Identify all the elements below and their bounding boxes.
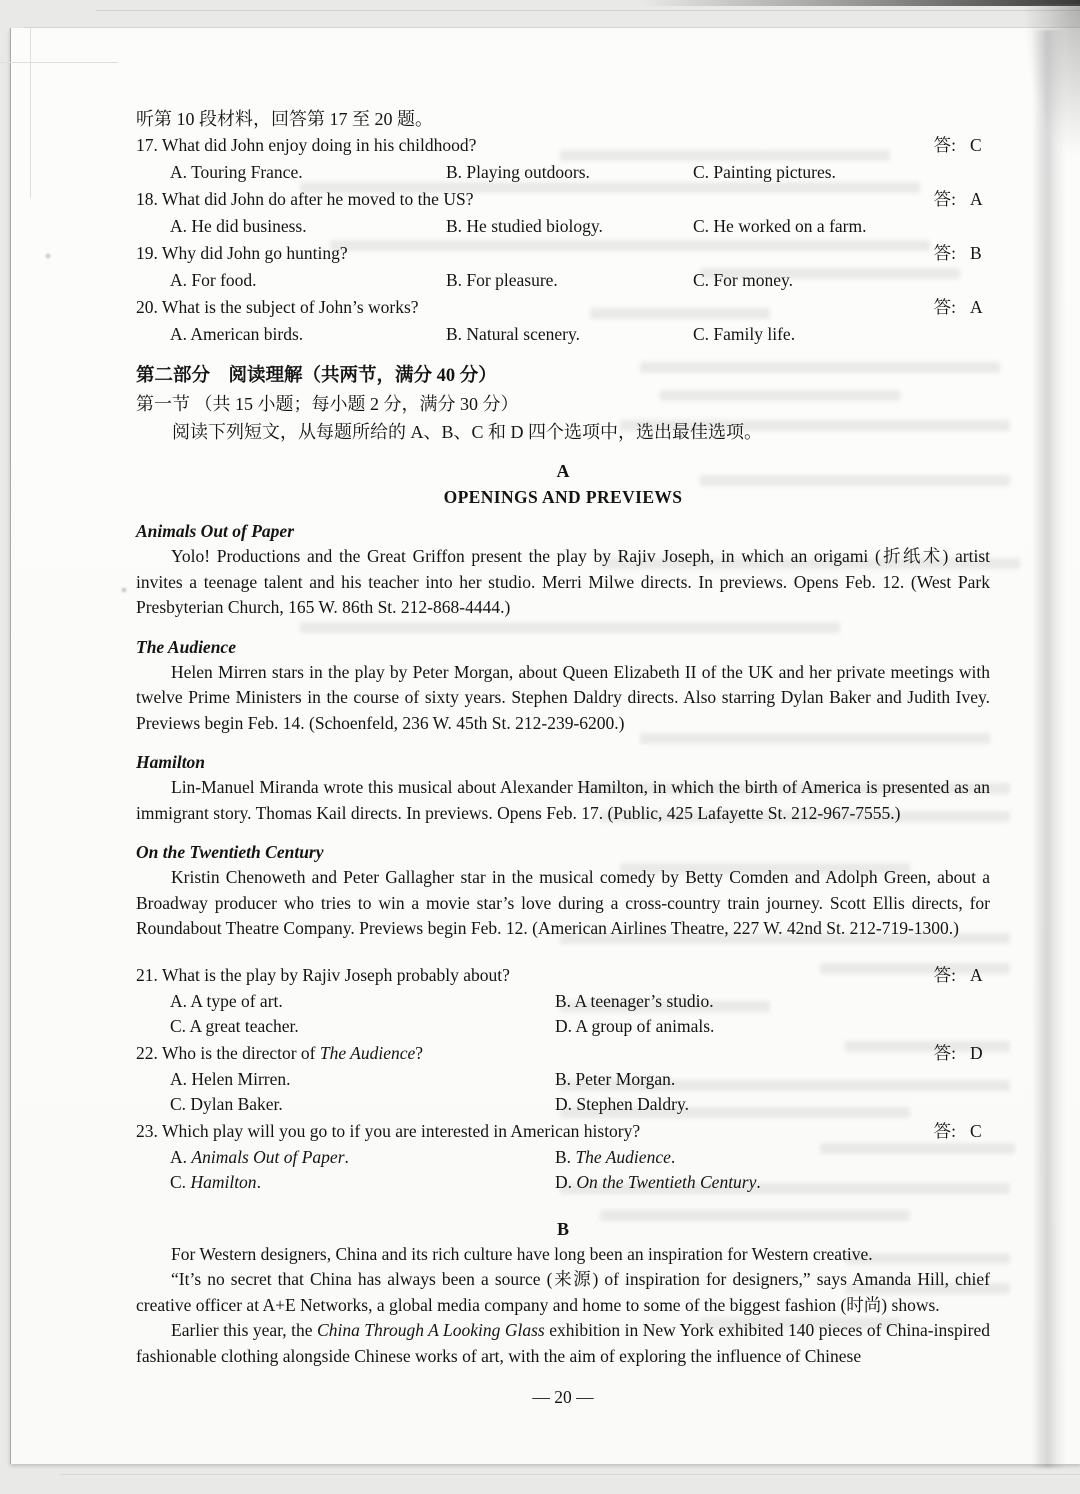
passage-a-title: OPENINGS AND PREVIEWS <box>443 487 683 507</box>
entry-title: Animals Out of Paper <box>136 521 295 541</box>
section1-heading: 第一节 （共 15 小题；每小题 2 分，满分 30 分） <box>136 394 519 414</box>
text-segment: C. <box>170 1172 191 1192</box>
text-segment: A. A type of art. <box>170 990 283 1011</box>
text-segment: . <box>756 1172 761 1192</box>
text-segment: A. <box>170 1146 192 1167</box>
option-text <box>555 1014 990 1040</box>
listening-intro: 听第 10 段材料，回答第 17 至 20 题。 <box>136 109 433 129</box>
answer-mark <box>934 186 990 213</box>
answer-mark <box>934 132 990 159</box>
reading-instruction: 阅读下列短文，从每题所给的 A、B、C 和 D 四个选项中，选出最佳选项。 <box>172 422 763 442</box>
text-segment: On the Twentieth Century <box>576 1172 757 1192</box>
text-segment: ? <box>415 1042 424 1063</box>
option-text <box>555 1067 990 1093</box>
entry-body: Yolo! Productions and the Great Griffon present the play by Rajiv Joseph, in which an origami (折纸术) artist invites a teenage talent and his teacher into her studio. Merri Milwe directs. In previews. Opens Feb. 12. (West Park Presbyterian Church, 165 W. 86th St. 212-868-4444.) <box>136 546 990 617</box>
option-text: C. Family life. <box>693 324 796 344</box>
question-line <box>136 132 990 159</box>
question-text: 18. What did John do after he moved to the US? <box>136 189 474 209</box>
exam-content <box>136 0 990 1410</box>
option-text: A. He did business. <box>170 216 307 236</box>
passage-b-label: B <box>556 1218 569 1239</box>
passage-b-paragraphs <box>136 1242 990 1370</box>
options-row <box>136 321 990 348</box>
option-text <box>170 1170 555 1196</box>
sheet-edge <box>60 1474 1080 1475</box>
question-text: 23. Which play will you go to if you are interested in American history? <box>136 1120 641 1141</box>
text-segment: C. A great teacher. <box>170 1016 299 1036</box>
question-text: 19. Why did John go hunting? <box>136 243 348 263</box>
text-segment: Hamilton <box>190 1172 257 1192</box>
entry-body: Helen Mirren stars in the play by Peter Morgan, about Queen Elizabeth II of the UK and her private meetings with twelve Prime Ministers in the course of sixty years. Stephen Daldry directs. Also starring Dylan Baker and Judith Ivey. Previews begin Feb. 14. (Schoenfeld, 236 W. 45th St. 212-239-6200.) <box>136 661 990 733</box>
text-segment: C. Dylan Baker. <box>170 1094 283 1114</box>
question-line <box>136 294 990 321</box>
listening-questions <box>136 132 990 348</box>
answer-mark <box>934 1040 990 1067</box>
option-text <box>555 1170 990 1196</box>
option-text: A. Touring France. <box>170 162 303 182</box>
answer-value: C <box>970 1120 982 1141</box>
answer-label: 答: <box>933 297 956 317</box>
options-row <box>136 989 990 1015</box>
entry-title: Hamilton <box>136 752 206 772</box>
question-text: 20. What is the subject of John’s works? <box>136 297 419 317</box>
passage-paragraph <box>136 1242 990 1268</box>
option-text <box>555 1092 990 1118</box>
page-curl-shadow <box>1024 4 1080 154</box>
scan-speck <box>122 588 126 592</box>
options-row <box>136 1067 990 1093</box>
answer-value: A <box>970 964 983 985</box>
text-segment: Earlier this year, the <box>171 1320 318 1340</box>
option-text: C. For money. <box>693 270 793 290</box>
text-segment: A. Helen Mirren. <box>170 1068 291 1089</box>
sheet-edge <box>30 28 31 198</box>
text-segment: The Audience <box>575 1146 671 1167</box>
options-row <box>136 213 990 240</box>
answer-label: 答: <box>933 964 956 985</box>
text-segment: B. <box>555 1146 576 1167</box>
answer-value: D <box>970 1042 983 1063</box>
option-text <box>170 1014 555 1040</box>
passage-a-label: A <box>556 461 570 481</box>
page-number: — 20 — <box>532 1387 594 1407</box>
answer-label: 答: <box>933 189 956 209</box>
answer-mark <box>934 962 990 989</box>
text-segment: China Through A Looking Glass <box>317 1320 545 1340</box>
option-text: B. Playing outdoors. <box>446 162 590 182</box>
text-segment: . <box>256 1172 261 1192</box>
answer-label: 答: <box>933 1042 956 1063</box>
option-text <box>555 1145 990 1171</box>
option-text <box>170 1092 555 1118</box>
options-row <box>136 267 990 294</box>
text-segment: What is the play by Rajiv Joseph probably about? <box>161 964 510 985</box>
passage-paragraph <box>136 1267 990 1318</box>
text-segment: Animals Out of Paper <box>191 1146 345 1167</box>
options-row <box>136 1092 990 1118</box>
question-text: 22. Who is the director of The Audience? <box>136 1042 424 1063</box>
text-segment: For Western designers, China and its rich culture have long been an inspiration for Western creative. <box>171 1243 873 1264</box>
question-line <box>136 240 990 267</box>
question-text: 21. What is the play by Rajiv Joseph probably about? <box>136 964 510 985</box>
text-segment: The Audience <box>319 1042 416 1063</box>
text-segment: B. A teenager’s studio. <box>555 990 714 1011</box>
answer-mark <box>934 240 990 267</box>
entry-body: Kristin Chenoweth and Peter Gallagher star in the musical comedy by Betty Comden and Adolph Green, about a Broadway producer who tries to win a movie star’s love during a cross-country train journey. Scott Ellis directs, for Roundabout Theatre Company. Previews begin Feb. 12. (American Airlines Theatre, 227 W. 42nd St. 212-719-1300.) <box>136 867 990 938</box>
reading-questions <box>136 962 990 1196</box>
option-text: A. For food. <box>170 270 257 290</box>
entry-title: On the Twentieth Century <box>136 842 324 862</box>
question-line <box>136 1040 990 1067</box>
option-text <box>555 989 990 1015</box>
answer-value: C <box>970 135 982 155</box>
scan-speck <box>46 254 50 258</box>
answer-value: A <box>970 297 983 317</box>
text-segment: . <box>670 1146 676 1167</box>
options-row <box>136 1170 990 1196</box>
passage-a-entries <box>136 518 990 942</box>
option-text: B. He studied biology. <box>446 216 603 236</box>
option-text: C. Painting pictures. <box>693 162 836 182</box>
option-text <box>170 1067 555 1093</box>
answer-mark <box>934 1118 990 1145</box>
text-segment: D. <box>555 1172 577 1192</box>
answer-label: 答: <box>933 1120 956 1141</box>
option-text <box>170 989 555 1015</box>
entry-title: The Audience <box>136 636 236 657</box>
option-text: B. Natural scenery. <box>446 324 580 344</box>
text-segment: “It’s no secret that China has always been a source (来源) of inspiration for designers,” says Amanda Hill, chief creative officer at A+E Networks, a global media company and home to some of the biggest fashion (时尚) shows. <box>136 1269 990 1315</box>
option-text: B. For pleasure. <box>446 270 558 290</box>
text-segment: Which play will you go to if you are interested in American history? <box>161 1120 641 1141</box>
page-fold-shadow <box>1032 30 1066 1468</box>
passage-paragraph <box>136 1318 990 1369</box>
text-segment: Who is the director of <box>161 1042 320 1063</box>
question-text: 17. What did John enjoy doing in his childhood? <box>136 135 477 155</box>
entry-body: Lin-Manuel Miranda wrote this musical about Alexander Hamilton, in which the birth of America is presented as an immigrant story. Thomas Kail directs. In previews. Opens Feb. 17. (Public, 425 Lafayette St. 212-967-7555.) <box>136 777 990 823</box>
question-line <box>136 962 990 989</box>
text-segment: exhibition in New York exhibited 140 pieces of China-inspired fashionable clothing alongside Chinese works of art, with the aim of exploring the influence of Chinese <box>136 1320 991 1366</box>
answer-value: B <box>970 243 982 263</box>
text-segment: B. Peter Morgan. <box>555 1068 676 1089</box>
option-text: A. American birds. <box>170 324 304 344</box>
question-line <box>136 186 990 213</box>
sheet-edge <box>0 62 118 63</box>
option-text <box>170 1145 555 1171</box>
answer-mark <box>934 294 990 321</box>
options-row <box>136 1014 990 1040</box>
part2-heading: 第二部分 阅读理解（共两节，满分 40 分） <box>136 366 497 386</box>
question-line <box>136 1118 990 1145</box>
text-segment: D. Stephen Daldry. <box>555 1094 689 1114</box>
options-row <box>136 1145 990 1171</box>
answer-label: 答: <box>933 243 956 263</box>
answer-value: A <box>970 189 983 209</box>
answer-label: 答: <box>933 135 956 155</box>
options-row <box>136 159 990 186</box>
option-text: C. He worked on a farm. <box>693 216 867 236</box>
text-segment: D. A group of animals. <box>555 1016 715 1036</box>
text-segment: . <box>344 1146 349 1167</box>
